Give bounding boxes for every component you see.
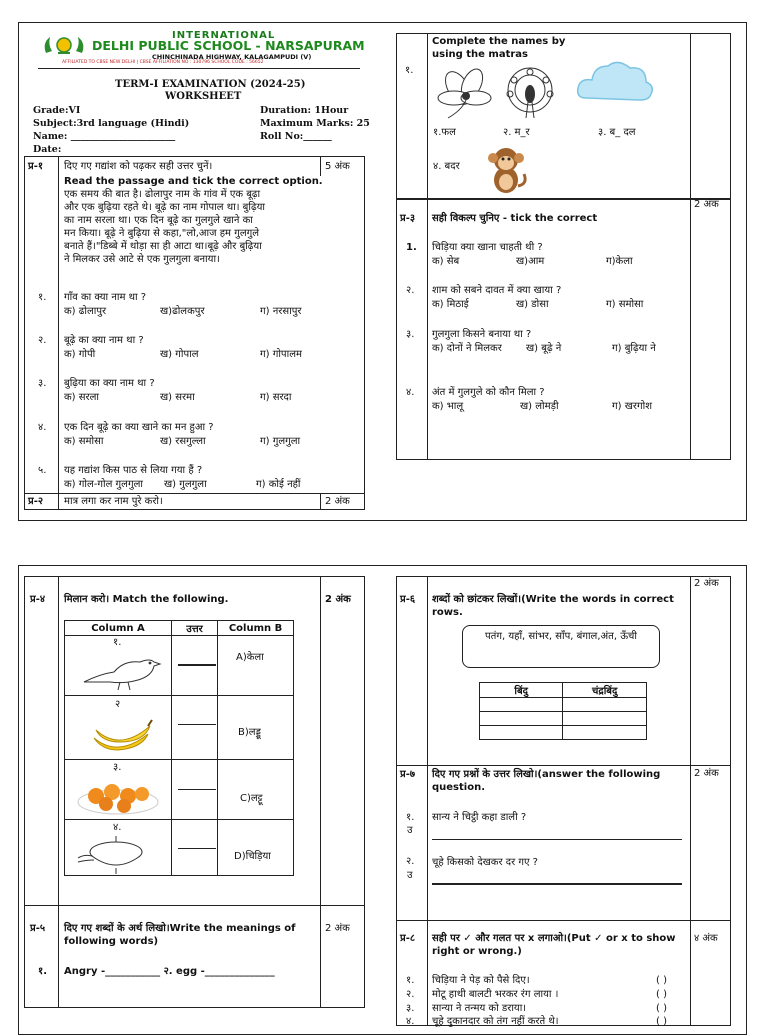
sort-cell[interactable] bbox=[480, 726, 563, 740]
q1-marks: 5 अंक bbox=[325, 161, 350, 172]
school-intl: INTERNATIONAL bbox=[172, 30, 276, 41]
q1-instruction-en: Read the passage and tick the correct option. bbox=[64, 176, 323, 187]
q4-marks-divider bbox=[320, 576, 321, 1008]
q-item-question: शाम को सबने दावत में क्या खाया ? bbox=[432, 285, 562, 296]
q7-answer-marker: उ bbox=[407, 870, 413, 881]
passage-line: एक समय की बात है। ढोलापुर नाम के गांव में एक बूढ़ा bbox=[64, 189, 261, 200]
option-b[interactable]: ख) रसगुल्ला bbox=[160, 436, 206, 447]
option-c[interactable]: ग) कोई नहीं bbox=[256, 479, 301, 490]
option-c[interactable]: ग) बुढ़िया ने bbox=[612, 343, 656, 354]
q-item-question: बूढ़े का क्या नाम था ? bbox=[64, 335, 144, 346]
col-b-item: D)चिड़िया bbox=[234, 851, 271, 862]
header-divider bbox=[38, 68, 360, 69]
q1-instruction: दिए गए गद्यांश को पढ़कर सही उत्तर चुनें। bbox=[64, 161, 213, 172]
q8-number: प्र-८ bbox=[400, 933, 416, 944]
q7-item-number: १. bbox=[406, 812, 415, 823]
passage-line: का नाम सरला था। एक दिन बूढ़े का गुलगुले खाने का bbox=[64, 215, 253, 226]
option-a[interactable]: क) भालू bbox=[432, 401, 464, 412]
q8-answer-box[interactable]: ( ) bbox=[656, 989, 667, 1000]
word-mor[interactable]: २. म_र bbox=[503, 127, 530, 138]
q-item-question: चिड़िया क्या खाना चाहती थी ? bbox=[432, 242, 543, 253]
answer-line[interactable] bbox=[178, 789, 216, 790]
q5-marks: 2 अंक bbox=[325, 923, 350, 934]
exam-title: TERM-I EXAMINATION (2024-25) bbox=[115, 79, 306, 90]
option-c[interactable]: ग)केला bbox=[606, 256, 633, 267]
sort-cell[interactable] bbox=[563, 726, 647, 740]
logo-emblem-icon bbox=[40, 33, 88, 57]
q8-answer-box[interactable]: ( ) bbox=[656, 975, 667, 986]
school-affiliation: AFFILIATED TO CBSE NEW DELHI | CBSE AFFILIATION NO : 130796 SCHOOL CODE : 56652 bbox=[62, 60, 264, 65]
q1-col-divider bbox=[58, 156, 59, 510]
q7-marks: 2 अंक bbox=[694, 768, 719, 779]
flower-image bbox=[432, 66, 500, 120]
q3-instruction: सही विकल्प चुनिए - tick the correct bbox=[432, 213, 598, 224]
q-item-number: ४. bbox=[38, 422, 47, 433]
q-item-number: २. bbox=[406, 285, 415, 296]
q7-question: चूहे किसको देखकर दर गए ? bbox=[432, 857, 538, 868]
q7-number: प्र-७ bbox=[400, 769, 416, 780]
school-name: DELHI PUBLIC SCHOOL - NARSAPURAM bbox=[92, 38, 365, 53]
top-image bbox=[74, 834, 154, 874]
exam-subtitle: WORKSHEET bbox=[165, 91, 242, 102]
answer-header: उत्तर bbox=[171, 621, 217, 636]
option-c[interactable]: ग) गोपालम bbox=[260, 349, 302, 360]
answer-line[interactable] bbox=[178, 848, 216, 849]
col-b-cell bbox=[218, 760, 294, 820]
q3-marks-divider bbox=[690, 199, 691, 460]
col-b-cell bbox=[218, 636, 294, 696]
q-item-question: गुलगुला किसने बनाया था ? bbox=[432, 329, 532, 340]
sort-cell[interactable] bbox=[563, 712, 647, 726]
option-c[interactable]: ग) समोसा bbox=[606, 299, 644, 310]
q8-marks: ४ अंक bbox=[694, 933, 718, 944]
q-item-number: 1. bbox=[406, 242, 417, 253]
q2box-number: १. bbox=[405, 65, 414, 76]
passage-line: ने मिलकर उसे आटे से एक गुलगुला बनाया। bbox=[64, 254, 220, 265]
q7-divider bbox=[396, 765, 731, 766]
option-b[interactable]: ख) बूढ़े ने bbox=[526, 343, 562, 354]
q8-statement: मोटू हाथी बालटी भरकर रंग लाया । bbox=[432, 989, 559, 1000]
school-logo bbox=[40, 33, 88, 57]
q4-instruction: मिलान करो। Match the following. bbox=[64, 594, 229, 605]
col-b-cell bbox=[218, 820, 294, 876]
col-b-item: C)लट्टू bbox=[240, 793, 263, 804]
option-a[interactable]: क) ढोलापुर bbox=[64, 306, 107, 317]
q2-marks-divider bbox=[320, 493, 321, 510]
chandrabindu-header: चंद्रबिंदु bbox=[563, 683, 647, 698]
q2box-marks-divider bbox=[690, 33, 691, 199]
monkey-image bbox=[484, 144, 528, 194]
q8-divider bbox=[396, 920, 731, 921]
q5-instruction: दिए गए शब्दों के अर्थ लिखो।Write the meanings of following words) bbox=[64, 923, 296, 947]
q8-item-number: २. bbox=[406, 989, 415, 1000]
option-a[interactable]: क) समोसा bbox=[64, 436, 104, 447]
match-row-number: १. bbox=[113, 637, 122, 648]
option-b[interactable]: ख) डोसा bbox=[516, 299, 549, 310]
grade-label: Grade:VI bbox=[33, 105, 81, 116]
q2-number: प्र-२ bbox=[28, 496, 44, 507]
q5-divider bbox=[24, 905, 365, 906]
option-a[interactable]: क) दोनों ने मिलकर bbox=[432, 343, 502, 354]
roll-field[interactable]: Roll No:______ bbox=[260, 131, 332, 142]
option-c[interactable]: ग) नरसापुर bbox=[260, 306, 302, 317]
q8-item-number: ३. bbox=[406, 1003, 415, 1014]
max-marks-label: Maximum Marks: 25 bbox=[260, 118, 370, 129]
option-b[interactable]: ख) लोमड़ी bbox=[520, 401, 559, 412]
word-list: पतंग, यहाँ, सांभर, साँप, बंगाल,अंत, ऊँची bbox=[484, 631, 638, 642]
q2-divider bbox=[24, 493, 365, 494]
match-row-number: ४. bbox=[113, 822, 122, 833]
q1-marks-divider bbox=[320, 156, 321, 176]
laddoo-image bbox=[76, 776, 160, 816]
q8-statement: चूहे दुकानदार को तंग नहीं करते थे। bbox=[432, 1016, 559, 1027]
option-b[interactable]: ख) गोपाल bbox=[160, 349, 199, 360]
q2-marks: 2 अंक bbox=[325, 496, 350, 507]
word-fal: १.फल bbox=[433, 127, 456, 138]
q-item-number: ३. bbox=[406, 329, 415, 340]
option-b[interactable]: ख) सरमा bbox=[160, 392, 195, 403]
q-item-number: ४. bbox=[406, 387, 415, 398]
option-a[interactable]: क) मिठाई bbox=[432, 299, 469, 310]
q6-marks: 2 अंक bbox=[694, 578, 719, 589]
q3-col-divider bbox=[427, 199, 428, 460]
q2box-instruction: Complete the names by using the matras bbox=[432, 36, 566, 60]
col-a-header: Column A bbox=[65, 621, 172, 636]
q4-marks: 2 अंक bbox=[325, 594, 351, 605]
q7-instruction: दिए गए प्रश्नों के उत्तर लिखो।(answer the following question. bbox=[432, 769, 661, 793]
q6-col-divider bbox=[427, 576, 428, 1026]
option-b[interactable]: ख)ढोलकपुर bbox=[160, 306, 205, 317]
q7-answer-marker: उ bbox=[407, 825, 413, 836]
bird-image bbox=[80, 652, 164, 692]
answer-line[interactable] bbox=[178, 724, 216, 725]
q-item-question: गाँव का क्या नाम था ? bbox=[64, 292, 147, 303]
q5-answer-line[interactable]: Angry -___________ २. egg -______________ bbox=[64, 966, 275, 977]
passage-line: और एक बुढ़िया रहते थे। बूढ़े का नाम गोपाल था। बुढ़िया bbox=[64, 202, 266, 213]
school-address: CHINCHINADA HIGHWAY, KALAGAMPUDI (V) bbox=[152, 53, 312, 61]
q4-number: प्र-४ bbox=[30, 594, 46, 605]
q3-number: प्र-३ bbox=[400, 213, 416, 224]
col-b-item: B)लड्डू bbox=[238, 727, 261, 738]
q-item-number: २. bbox=[38, 335, 47, 346]
option-b[interactable]: ख)आम bbox=[516, 256, 545, 267]
word-badal[interactable]: ३. ब_ दल bbox=[598, 127, 636, 138]
q-item-number: ३. bbox=[38, 378, 47, 389]
q-item-question: अंत में गुलगुले को कौन मिला ? bbox=[432, 387, 545, 398]
answer-line[interactable] bbox=[178, 664, 216, 666]
sort-cell[interactable] bbox=[480, 712, 563, 726]
answer-cell[interactable] bbox=[171, 696, 217, 760]
q8-instruction: सही पर ✓ और गलत पर x लगाओ।(Put ✓ or x to show right or wrong.) bbox=[432, 933, 676, 957]
peacock-image bbox=[502, 66, 558, 120]
match-row-number: २ bbox=[115, 699, 121, 710]
q-item-number: १. bbox=[38, 292, 47, 303]
q7-answer-line[interactable] bbox=[432, 883, 682, 885]
date-field[interactable]: Date: bbox=[33, 144, 62, 155]
q5-item-number: १. bbox=[38, 966, 47, 977]
q2box-col-divider bbox=[427, 33, 428, 199]
q-item-question: बुढ़िया का क्या नाम था ? bbox=[64, 378, 155, 389]
match-row-number: ३. bbox=[113, 762, 122, 773]
name-field[interactable]: Name: ______________________ bbox=[33, 131, 176, 142]
banana-image bbox=[88, 712, 154, 756]
option-a[interactable]: क) सरला bbox=[64, 392, 99, 403]
option-a[interactable]: क) गोपी bbox=[64, 349, 96, 360]
q7-answer-line[interactable] bbox=[432, 839, 682, 840]
q6-instruction: शब्दों को छांटकर लिखों।(Write the words in correct rows. bbox=[432, 594, 674, 618]
q8-answer-box[interactable]: ( ) bbox=[656, 1003, 667, 1014]
option-b[interactable]: ख) गुलगुला bbox=[164, 479, 207, 490]
q3-marks: 2 अंक bbox=[694, 199, 719, 210]
q5-number: प्र-५ bbox=[30, 923, 46, 934]
option-c[interactable]: ग) सरदा bbox=[260, 392, 292, 403]
q6-marks-divider bbox=[690, 576, 691, 1026]
passage-line: बनाते हैं।"डिब्बे में थोड़ा सा ही आटा था।बूढ़े और बुढ़िया bbox=[64, 241, 262, 252]
col-b-header: Column B bbox=[218, 621, 294, 636]
q8-statement: चिड़िया ने पेड़ को पैसे दिए। bbox=[432, 975, 530, 986]
col-b-item: A)केला bbox=[236, 652, 264, 663]
q8-answer-box[interactable]: ( ) bbox=[656, 1016, 667, 1027]
sort-cell[interactable] bbox=[563, 698, 647, 712]
q2-instruction: मात्र लगा कर नाम पुरे करो। bbox=[64, 496, 163, 507]
sort-cell[interactable] bbox=[480, 698, 563, 712]
duration-label: Duration: 1Hour bbox=[260, 105, 349, 116]
q-item-number: ५. bbox=[38, 465, 47, 476]
subject-label: Subject:3rd language (Hindi) bbox=[33, 118, 190, 129]
q8-statement: सान्या ने तन्मय को डराया। bbox=[432, 1003, 527, 1014]
q-item-question: एक दिन बूढ़े का क्या खाने का मन हुआ ? bbox=[64, 422, 214, 433]
q4-col-divider bbox=[58, 576, 59, 1008]
q-item-question: यह गद्यांश किस पाठ से लिया गया हैं ? bbox=[64, 465, 203, 476]
option-a[interactable]: क) गोल-गोल गुलगुला bbox=[64, 479, 143, 490]
word-bandar[interactable]: ४. बदर bbox=[433, 161, 460, 172]
sort-table bbox=[479, 682, 647, 740]
q6-number: प्र-६ bbox=[400, 594, 416, 605]
q7-question: सान्य ने चिट्ठी कहा डाली ? bbox=[432, 812, 527, 823]
option-c[interactable]: ग) खरगोश bbox=[612, 401, 653, 412]
q7-item-number: २. bbox=[406, 856, 415, 867]
q8-item-number: ४. bbox=[406, 1016, 415, 1027]
bindu-header: बिंदु bbox=[480, 683, 563, 698]
cloud-image bbox=[576, 56, 656, 106]
q1-number: प्र-१ bbox=[28, 161, 44, 172]
q8-item-number: १. bbox=[406, 975, 415, 986]
passage-line: मन किया। बूढ़े ने बुढ़िया से कहा,"लो,आज हम गुलगुले bbox=[64, 228, 260, 239]
option-c[interactable]: ग) गुलगुला bbox=[260, 436, 301, 447]
option-a[interactable]: क) सेब bbox=[432, 256, 460, 267]
